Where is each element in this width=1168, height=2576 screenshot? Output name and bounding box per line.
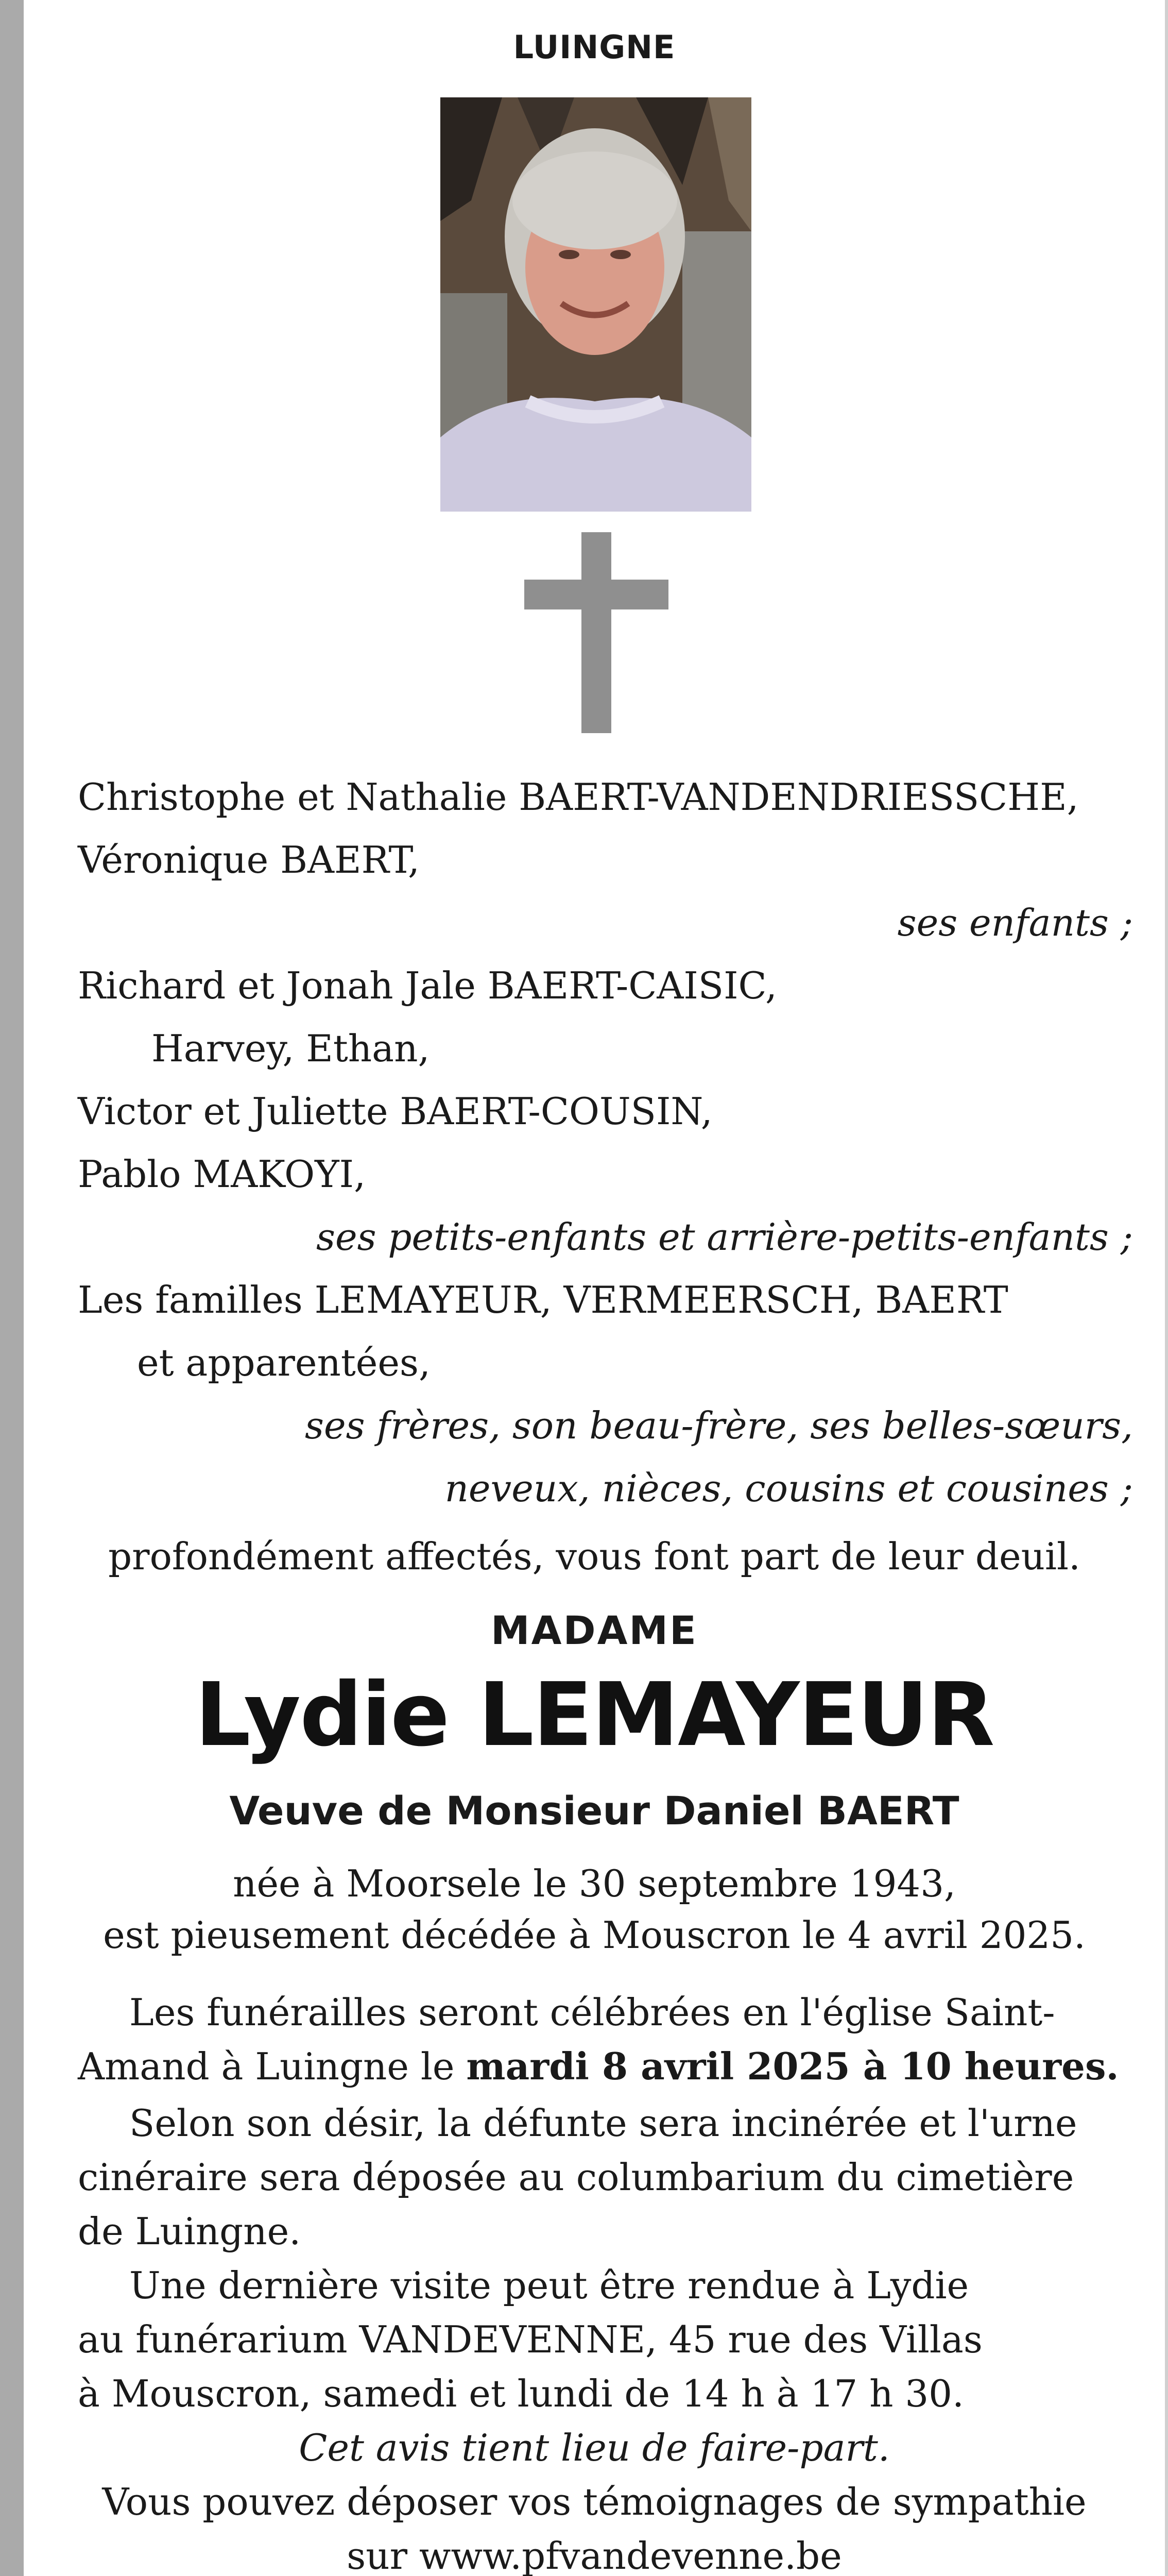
family-line-8: et apparentées,: [137, 1341, 431, 1384]
family-line-7: Les familles LEMAYEUR, VERMEERSCH, BAERT: [78, 1278, 1008, 1321]
notice-line: Cet avis tient lieu de faire-part.: [299, 2426, 890, 2469]
funeral-date: mardi 8 avril 2025 à 10 heures.: [466, 2044, 1119, 2088]
visit-line-2: au funérarium VANDEVENNE, 45 rue des Villas: [78, 2318, 983, 2361]
portrait-photo: [440, 97, 751, 512]
family-line-4: Harvey, Ethan,: [151, 1027, 430, 1070]
family-line-5: Victor et Juliette BAERT-COUSIN,: [78, 1090, 713, 1133]
funeral-line-2: [78, 2044, 1119, 2088]
right-border: [1165, 0, 1168, 2576]
family-line-3: Richard et Jonah Jale BAERT-CAISIC,: [78, 964, 777, 1007]
birth-line: née à Moorsele le 30 septembre 1943,: [233, 1862, 956, 1905]
death-line: est pieusement décédée à Mouscron le 4 avril 2025.: [103, 1913, 1086, 1957]
funeral-line-1: Les funérailles seront célébrées en l'église Saint-: [129, 1991, 1055, 2034]
visit-line-1: Une dernière visite peut être rendue à Lydie: [129, 2264, 969, 2307]
obituary-notice: [24, 0, 1165, 2576]
deceased-name: Lydie LEMAYEUR: [195, 1664, 994, 1766]
family-line-1: Christophe et Nathalie BAERT-VANDENDRIESSCHE,: [78, 775, 1079, 819]
role-children: ses enfants ;: [897, 901, 1133, 944]
left-margin-bar: [0, 0, 24, 2576]
wish-line-3: de Luingne.: [78, 2210, 301, 2253]
title-madame: MADAME: [491, 1607, 698, 1653]
sympathy-line-2: sur www.pfvandevenne.be: [347, 2534, 842, 2576]
latin-cross-icon: [524, 532, 668, 733]
wish-line-2: cinéraire sera déposée au columbarium du cimetière: [78, 2156, 1074, 2199]
wish-line-1: Selon son désir, la défunte sera incinérée et l'urne: [129, 2102, 1077, 2145]
role-siblings: ses frères, son beau-frère, ses belles-sœurs,: [305, 1404, 1133, 1447]
closing-line: profondément affectés, vous font part de leur deuil.: [108, 1535, 1080, 1578]
funeral-line-2-text: Amand à Luingne le: [78, 2045, 467, 2088]
sympathy-line-1: Vous pouvez déposer vos témoignages de sympathie: [102, 2480, 1087, 2523]
widow-line: Veuve de Monsieur Daniel BAERT: [229, 1788, 959, 1834]
family-line-2: Véronique BAERT,: [78, 838, 420, 882]
role-relatives: neveux, nièces, cousins et cousines ;: [444, 1467, 1133, 1510]
location-heading: LUINGNE: [513, 28, 676, 66]
role-grandchildren: ses petits-enfants et arrière-petits-enfants ;: [316, 1215, 1133, 1259]
visit-line-3: à Mouscron, samedi et lundi de 14 h à 17 h 30.: [78, 2372, 964, 2415]
family-line-6: Pablo MAKOYI,: [78, 1153, 366, 1196]
